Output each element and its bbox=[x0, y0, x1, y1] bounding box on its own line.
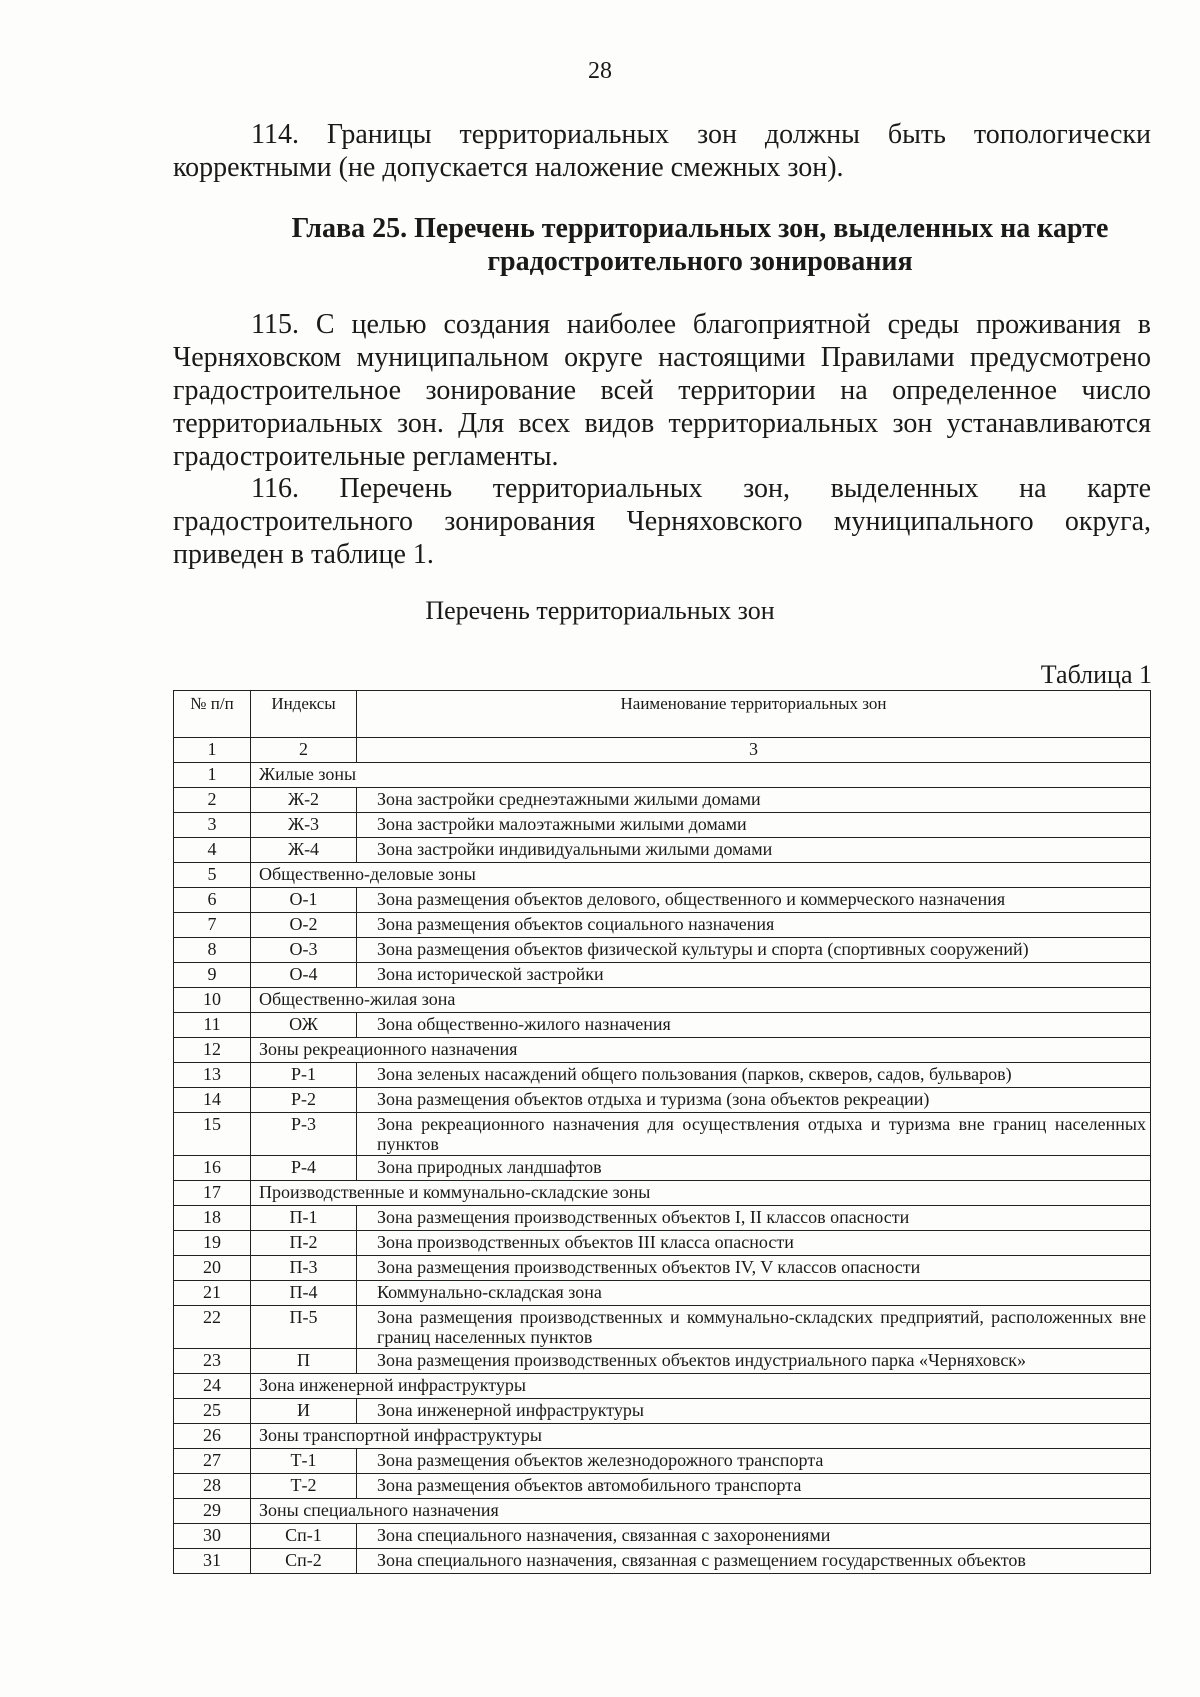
zone-index: Т-1 bbox=[251, 1449, 357, 1474]
zone-index: Ж-2 bbox=[251, 788, 357, 813]
zone-name: Зона размещения производственных и коммунально-складских предприятий, расположенных вне границ населенных пунктов bbox=[357, 1306, 1151, 1349]
zone-group-name: Общественно-деловые зоны bbox=[251, 863, 1151, 888]
paragraph-116 bbox=[173, 472, 1151, 571]
header-number: № п/п bbox=[174, 691, 251, 738]
row-number: 14 bbox=[174, 1088, 251, 1113]
row-number: 7 bbox=[174, 913, 251, 938]
table-group-row bbox=[174, 1499, 1151, 1524]
zone-index: Р-2 bbox=[251, 1088, 357, 1113]
table-row bbox=[174, 1549, 1151, 1574]
table-group-row bbox=[174, 1038, 1151, 1063]
zone-index: О-1 bbox=[251, 888, 357, 913]
zone-name: Зона застройки малоэтажными жилыми домами bbox=[357, 813, 1151, 838]
zone-index: П-1 bbox=[251, 1206, 357, 1231]
row-number: 27 bbox=[174, 1449, 251, 1474]
row-number: 1 bbox=[174, 763, 251, 788]
table-row bbox=[174, 1281, 1151, 1306]
zone-index: Р-1 bbox=[251, 1063, 357, 1088]
zone-index: П-5 bbox=[251, 1306, 357, 1349]
zone-index: Сп-1 bbox=[251, 1524, 357, 1549]
zone-index: Т-2 bbox=[251, 1474, 357, 1499]
header-zone-name: Наименование территориальных зон bbox=[357, 691, 1151, 738]
zone-index: Р-4 bbox=[251, 1156, 357, 1181]
row-number: 11 bbox=[174, 1013, 251, 1038]
row-number: 22 bbox=[174, 1306, 251, 1349]
zone-index: Р-3 bbox=[251, 1113, 357, 1156]
col-number-3: 3 bbox=[357, 738, 1151, 763]
zone-group-name: Зоны транспортной инфраструктуры bbox=[251, 1424, 1151, 1449]
zone-name: Зона размещения производственных объектов индустриального парка «Черняховск» bbox=[357, 1349, 1151, 1374]
zone-group-name: Зоны рекреационного назначения bbox=[251, 1038, 1151, 1063]
zone-index: О-2 bbox=[251, 913, 357, 938]
row-number: 26 bbox=[174, 1424, 251, 1449]
paragraph-115 bbox=[173, 308, 1151, 473]
row-number: 21 bbox=[174, 1281, 251, 1306]
zone-name: Зона исторической застройки bbox=[357, 963, 1151, 988]
page-number: 28 bbox=[588, 58, 612, 84]
zone-name: Коммунально-складская зона bbox=[357, 1281, 1151, 1306]
paragraph-115-text: 115. С целью создания наиболее благоприятной среды проживания в Черняховском муниципальном округе настоящими Правилами предусмотрено градостроительное зонирование всей территории на определенное число территориальных зон. Для всех видов территориальных зон устанавливаются градостроительные регламенты. bbox=[173, 309, 1151, 472]
table-row bbox=[174, 1256, 1151, 1281]
row-number: 12 bbox=[174, 1038, 251, 1063]
paragraph-114 bbox=[173, 118, 1151, 184]
zone-index: О-4 bbox=[251, 963, 357, 988]
col-number-1: 1 bbox=[174, 738, 251, 763]
table-row bbox=[174, 913, 1151, 938]
zone-name: Зона размещения объектов делового, общественного и коммерческого назначения bbox=[357, 888, 1151, 913]
zone-index: П-2 bbox=[251, 1231, 357, 1256]
row-number: 29 bbox=[174, 1499, 251, 1524]
zone-name: Зона размещения производственных объектов IV, V классов опасности bbox=[357, 1256, 1151, 1281]
row-number: 23 bbox=[174, 1349, 251, 1374]
row-number: 30 bbox=[174, 1524, 251, 1549]
table-row bbox=[174, 1063, 1151, 1088]
row-number: 3 bbox=[174, 813, 251, 838]
zone-name: Зона размещения объектов железнодорожного транспорта bbox=[357, 1449, 1151, 1474]
column-number-row bbox=[174, 738, 1151, 763]
table-group-row bbox=[174, 1181, 1151, 1206]
zone-name: Зона размещения объектов автомобильного транспорта bbox=[357, 1474, 1151, 1499]
table-row bbox=[174, 1524, 1151, 1549]
table-header bbox=[174, 691, 1151, 763]
table-group-row bbox=[174, 988, 1151, 1013]
table-row bbox=[174, 888, 1151, 913]
table-body bbox=[174, 763, 1151, 1574]
table-number: Таблица 1 bbox=[1040, 660, 1152, 689]
zones-table bbox=[173, 690, 1151, 1574]
table-row bbox=[174, 963, 1151, 988]
zone-name: Зона рекреационного назначения для осуществления отдыха и туризма вне границ населенных пунктов bbox=[357, 1113, 1151, 1156]
table-row bbox=[174, 1013, 1151, 1038]
row-number: 9 bbox=[174, 963, 251, 988]
zone-name: Зона специального назначения, связанная с захоронениями bbox=[357, 1524, 1151, 1549]
table-row bbox=[174, 1306, 1151, 1349]
zone-name: Зона размещения объектов отдыха и туризма (зона объектов рекреации) bbox=[357, 1088, 1151, 1113]
row-number: 15 bbox=[174, 1113, 251, 1156]
row-number: 5 bbox=[174, 863, 251, 888]
zone-group-name: Производственные и коммунально-складские зоны bbox=[251, 1181, 1151, 1206]
row-number: 28 bbox=[174, 1474, 251, 1499]
row-number: 17 bbox=[174, 1181, 251, 1206]
table-row bbox=[174, 1088, 1151, 1113]
row-number: 19 bbox=[174, 1231, 251, 1256]
col-number-2: 2 bbox=[251, 738, 357, 763]
table-group-row bbox=[174, 1424, 1151, 1449]
zone-index: Сп-2 bbox=[251, 1549, 357, 1574]
table-title: Перечень территориальных зон bbox=[425, 596, 775, 625]
zone-index: ОЖ bbox=[251, 1013, 357, 1038]
table-row bbox=[174, 1449, 1151, 1474]
zone-name: Зона специального назначения, связанная с размещением государственных объектов bbox=[357, 1549, 1151, 1574]
zone-name: Зона застройки среднеэтажными жилыми домами bbox=[357, 788, 1151, 813]
table-row bbox=[174, 1349, 1151, 1374]
zone-name: Зона природных ландшафтов bbox=[357, 1156, 1151, 1181]
zone-index: О-3 bbox=[251, 938, 357, 963]
row-number: 8 bbox=[174, 938, 251, 963]
row-number: 18 bbox=[174, 1206, 251, 1231]
row-number: 2 bbox=[174, 788, 251, 813]
header-index: Индексы bbox=[251, 691, 357, 738]
table-row bbox=[174, 788, 1151, 813]
chapter-title: Глава 25. Перечень территориальных зон, выделенных на карте градостроительного зонирования bbox=[291, 213, 1109, 277]
row-number: 24 bbox=[174, 1374, 251, 1399]
table-row bbox=[174, 1113, 1151, 1156]
zone-name: Зона размещения производственных объектов I, II классов опасности bbox=[357, 1206, 1151, 1231]
table-row bbox=[174, 1206, 1151, 1231]
table-group-row bbox=[174, 763, 1151, 788]
paragraph-114-text: 114. Границы территориальных зон должны быть топологически корректными (не допускается наложение смежных зон). bbox=[173, 119, 1151, 183]
table-group-row bbox=[174, 863, 1151, 888]
row-number: 31 bbox=[174, 1549, 251, 1574]
row-number: 13 bbox=[174, 1063, 251, 1088]
zone-index: П bbox=[251, 1349, 357, 1374]
zone-name: Зона размещения объектов социального назначения bbox=[357, 913, 1151, 938]
table-row bbox=[174, 838, 1151, 863]
zone-name: Зона зеленых насаждений общего пользования (парков, скверов, садов, бульваров) bbox=[357, 1063, 1151, 1088]
paragraph-116-text: 116. Перечень территориальных зон, выделенных на карте градостроительного зонирования Черняховского муниципального округа, приведен в таблице 1. bbox=[173, 473, 1151, 570]
zone-index: Ж-4 bbox=[251, 838, 357, 863]
zone-group-name: Зоны специального назначения bbox=[251, 1499, 1151, 1524]
zone-index: П-3 bbox=[251, 1256, 357, 1281]
zone-name: Зона размещения объектов физической культуры и спорта (спортивных сооружений) bbox=[357, 938, 1151, 963]
zone-name: Зона застройки индивидуальными жилыми домами bbox=[357, 838, 1151, 863]
header-row bbox=[174, 691, 1151, 738]
row-number: 16 bbox=[174, 1156, 251, 1181]
zone-index: П-4 bbox=[251, 1281, 357, 1306]
table-group-row bbox=[174, 1374, 1151, 1399]
zone-name: Зона производственных объектов III класса опасности bbox=[357, 1231, 1151, 1256]
row-number: 25 bbox=[174, 1399, 251, 1424]
row-number: 20 bbox=[174, 1256, 251, 1281]
table-row bbox=[174, 1231, 1151, 1256]
zone-group-name: Зона инженерной инфраструктуры bbox=[251, 1374, 1151, 1399]
zone-name: Зона общественно-жилого назначения bbox=[357, 1013, 1151, 1038]
table-row bbox=[174, 1474, 1151, 1499]
zone-name: Зона инженерной инфраструктуры bbox=[357, 1399, 1151, 1424]
table-row bbox=[174, 938, 1151, 963]
table-row bbox=[174, 1399, 1151, 1424]
zone-index: И bbox=[251, 1399, 357, 1424]
table-row bbox=[174, 813, 1151, 838]
row-number: 6 bbox=[174, 888, 251, 913]
zone-group-name: Жилые зоны bbox=[251, 763, 1151, 788]
zone-index: Ж-3 bbox=[251, 813, 357, 838]
table-row bbox=[174, 1156, 1151, 1181]
zone-group-name: Общественно-жилая зона bbox=[251, 988, 1151, 1013]
row-number: 10 bbox=[174, 988, 251, 1013]
row-number: 4 bbox=[174, 838, 251, 863]
